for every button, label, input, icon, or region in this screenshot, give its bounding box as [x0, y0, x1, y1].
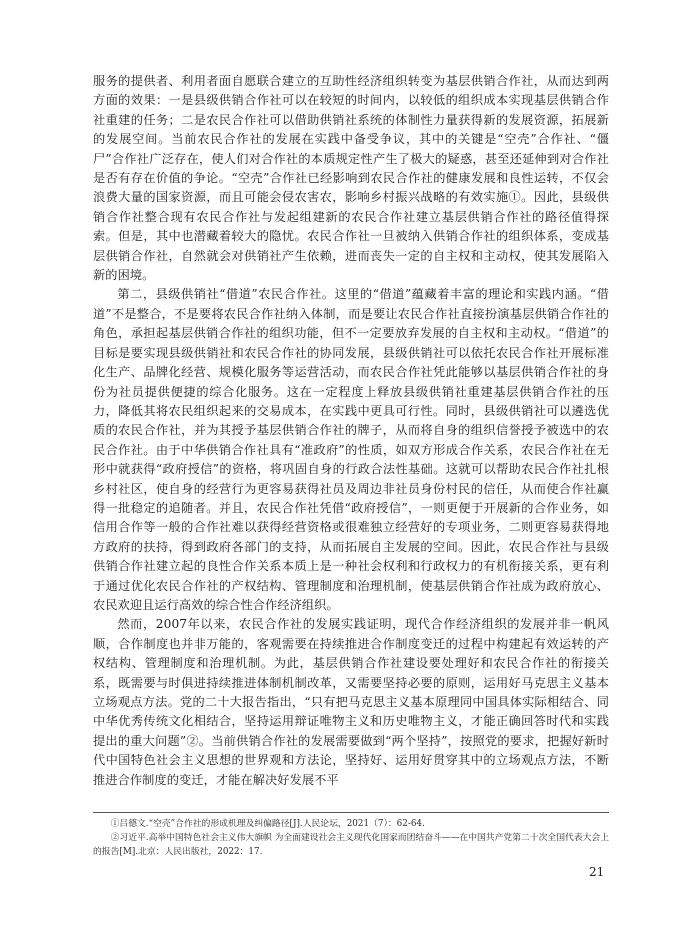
- footnote-2: ②习近平.高举中国特色社会主义伟大旗帜 为全面建设社会主义现代化国家而团结奋斗——在中国共产党第二十次全国代表大会上的报告[M].北京：人民出版社，2022：17.: [93, 833, 609, 857]
- footnotes: [93, 812, 609, 859]
- body-paragraph-3: 然而，2007年以来，农民合作社的发展实践证明，现代合作经济组织的发展并非一帆风顺，合作制度也并非万能的，客观需要在持续推进合作制度变迁的过程中构建起有效运转的产权结构、管理制度和治理机制。为此，基层供销合作社建设要处理好和农民合作社的衔接关系，既需要与时俱进持续推进体制机制改革，又需要坚持必要的原则，运用好马克思主义基本立场观点方法。党的二十大报告指出，“只有把马克思主义基本原理同中国具体实际相结合、同中华优秀传统文化相结合，坚持运用辩证唯物主义和历史唯物主义，才能正确回答时代和实践提出的重大问题”②。当前供销合作社的发展需要做到“两个坚持”，按照党的要求，把握好新时代中国特色社会主义思想的世界观和方法论，坚持好、运用好贯穿其中的立场观点方法，不断推进合作制度的变迁，才能在解决好发展不平: [93, 617, 609, 787]
- article-body: [93, 72, 609, 790]
- page-number: 21: [589, 865, 605, 879]
- body-paragraph-1: 服务的提供者、利用者面自愿联合建立的互助性经济组织转变为基层供销合作社，从而达到两方面的效果：一是县级供销合作社可以在较短的时间内，以较低的组织成本实现基层供销合作社重建的任务；二是农民合作社可以借助供销社系统的体制性力量获得新的发展资源，拓展新的发展空间。当前农民合作社的发展在实践中备受争议，其中的关键是“空壳”合作社、“僵尸”合作社广泛存在，使人们对合作社的本质规定性产生了极大的疑惑，甚至还延伸到对合作社是否有存在价值的争论。“空壳”合作社已经影响到农民合作社的健康发展和良性运转，不仅会浪费大量的国家资源，而且可能会侵农害农，影响乡村振兴战略的有效实施①。因此，县级供销合作社整合现有农民合作社与发起组建新的农民合作社建立基层供销合作社的路径值得探索。但是，其中也潜藏着较大的隐忧。农民合作社一旦被纳入供销合作社的组织体系，变成基层供销合作社，自然就会对供销社产生依赖，进而丧失一定的自主权和主动权，使其发展陷入新的困境。: [93, 74, 609, 283]
- footnote-1: ①吕德文.“空壳”合作社的形成机理及纠偏路径[J].人民论坛，2021（7）：62-64.: [110, 819, 425, 829]
- body-paragraph-2: 第二，县级供销社“借道”农民合作社。这里的“借道”蕴藏着丰富的理论和实践内涵。“借道”不是整合，不是要将农民合作社纳入体制，而是要让农民合作社直接扮演基层供销合作社的角色，承担起基层供销合作社的组织功能，但不一定要放弃发展的自主权和主动权。“借道”的目标是要实现县级供销社和农民合作社的协同发展，县级供销社可以依托农民合作社开展标准化生产、品牌化经营、规模化服务等运营活动，而农民合作社凭此能够以基层供销合作社的身份为社员提供便捷的综合化服务。这在一定程度上释放县级供销社重建基层供销合作社的压力，降低其将农民组织起来的交易成本，在实践中更具可行性。同时，县级供销社可以遴选优质的农民合作社，并为其授予基层供销合作社的牌子，从而将自身的组织信誉授予被选中的农民合作社。由于中华供销合作社具有“准政府”的性质，如双方形成合作关系，农民合作社在无形中就获得“政府授信”的资格，将巩固自身的行政合法性基础。这就可以帮助农民合作社扎根乡村社区，使自身的经营行为更容易获得社员及周边非社员身份村民的信任，从而使合作社赢得一批稳定的追随者。并且，农民合作社凭借“政府授信”，一则更便于开展新的合作业务，如信用合作等一般的合作社难以获得经营资格或很难独立经营好的专项业务，二则更容易获得地方政府的扶持，得到政府各部门的支持，从而拓展自主发展的空间。因此，农民合作社与县级供销合作社建立起的良性合作关系本质上是一种社会权利和行政权力的有机衔接关系，更有利于通过优化农民合作社的产权结构、管理制度和治理机制，使基层供销合作社成为政府放心、农民欢迎且运行高效的综合性合作经济组织。: [93, 287, 609, 612]
